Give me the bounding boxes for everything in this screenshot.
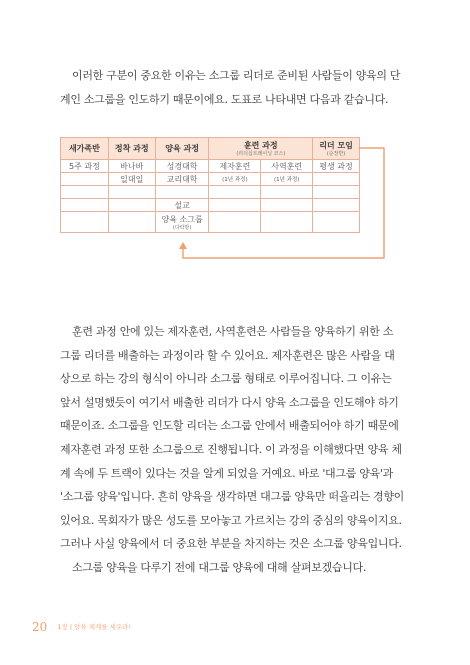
table-cell: 교리대학 xyxy=(155,173,209,186)
intro-line: 계인 소그룹을 인도하기 때문이에요. 도표로 나타내면 다음과 같습니다. xyxy=(60,92,389,106)
table-row xyxy=(61,212,360,233)
header-family: 새가족반 xyxy=(61,138,109,160)
table-cell: 성경대학 xyxy=(155,160,209,173)
arrow-head-icon xyxy=(179,242,187,249)
body-line: '소그룹 양육'입니다. 흔히 양육을 생각하면 대그룹 양육만 떠올리는 경향이 xyxy=(60,490,404,504)
intro-paragraph xyxy=(60,64,416,111)
body-line: 그러나 사실 양육에서 더 중요한 부분을 차지하는 것은 소그룹 양육입니다. xyxy=(60,537,402,551)
nurture-system-table xyxy=(60,137,360,233)
running-title: 1장 | 양육 체계를 세우라! xyxy=(57,623,132,631)
table-cell: 일대일 xyxy=(108,173,155,186)
body-line: 때문이죠. 소그룹을 인도할 리더는 소그룹 안에서 배출되어야 하기 때문에 xyxy=(60,419,399,433)
header-leader-title: 리더 모임 xyxy=(319,141,353,150)
body-line: 계 속에 두 트랙이 있다는 것을 알게 되었을 거예요. 바로 '대그룹 양육'과 xyxy=(60,466,393,480)
header-leader-sub: (순장반) xyxy=(326,151,346,157)
table-cell xyxy=(61,173,109,186)
header-training xyxy=(209,138,313,160)
table-row xyxy=(61,160,360,173)
header-settle: 정착 과정 xyxy=(108,138,155,160)
table-cell: 5주 과정 xyxy=(61,160,109,173)
page-number: 20 xyxy=(32,620,48,634)
page-footer xyxy=(32,620,131,634)
table-cell-sermon: 설교 xyxy=(155,199,209,212)
table-cell: (1년 과정) xyxy=(209,173,261,186)
header-nurture: 양육 과정 xyxy=(155,138,209,160)
body-line: 있어요. 목회자가 많은 성도를 모아놓고 가르치는 강의 중심의 양육이지요. xyxy=(60,513,402,527)
table-row xyxy=(61,173,360,186)
body-line: 훈련 과정 안에 있는 제자훈련, 사역훈련은 사람들을 양육하기 위한 소 xyxy=(72,325,394,338)
table-cell: 제자훈련 xyxy=(209,160,261,173)
header-training-title: 훈련 과정 xyxy=(243,141,278,150)
small-group-sub: (다락방) xyxy=(172,224,192,231)
body-line: 소그룹 양육을 다루기 전에 대그룹 양육에 대해 살펴보겠습니다. xyxy=(72,560,367,574)
body-line: 제자훈련 과정 또한 소그룹으로 진행됩니다. 이 과정을 이해했다면 양육 체 xyxy=(60,442,402,456)
small-group-label: 양육 소그룹 xyxy=(161,214,203,224)
table-cell xyxy=(313,173,360,186)
body-line: 상으로 하는 강의 형식이 아니라 소그룹 형태로 이루어집니다. 그 이유는 xyxy=(60,372,392,386)
table-cell: 사역훈련 xyxy=(261,160,313,173)
table-cell: 평생 과정 xyxy=(313,160,360,173)
table-row xyxy=(61,186,360,199)
body-line: 그룹 리더를 배출하는 과정이라 할 수 있어요. 제자훈련은 많은 사람을 대 xyxy=(60,348,395,362)
body-paragraph xyxy=(60,320,416,580)
table-cell-small-group xyxy=(155,212,209,233)
intro-line: 이러한 구분이 중요한 이유는 소그룹 리더로 준비된 사람들이 양육의 단 xyxy=(72,69,401,82)
body-line: 앞서 설명했듯이 여기서 배출한 리더가 다시 양육 소그룹을 인도해야 하기 xyxy=(60,395,399,409)
table-cell: (1년 과정) xyxy=(261,173,313,186)
header-leader xyxy=(313,138,360,160)
table-cell: 바나바 xyxy=(108,160,155,173)
table-row xyxy=(61,199,360,212)
header-training-sub: (리더십트레이닝 코스) xyxy=(236,151,286,157)
